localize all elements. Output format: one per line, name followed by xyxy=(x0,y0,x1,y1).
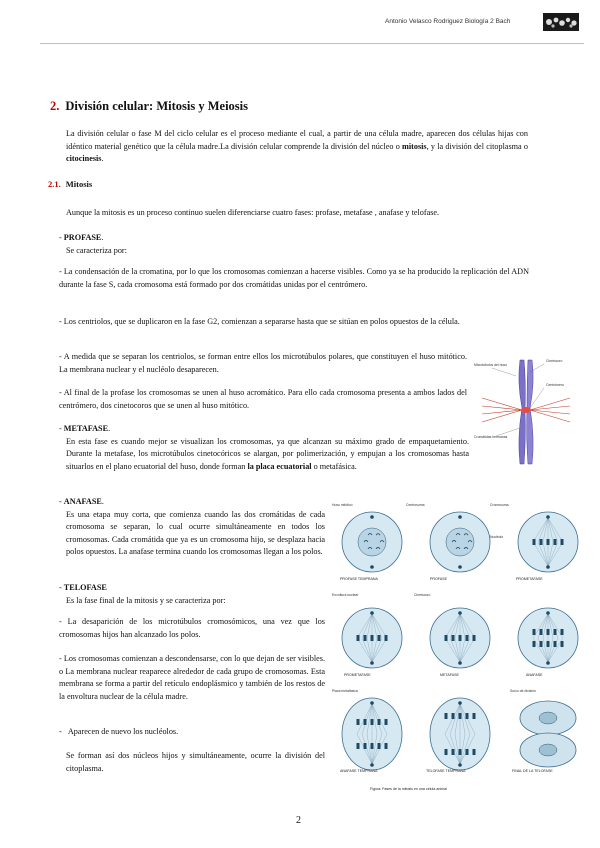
phase-cells xyxy=(342,512,578,770)
profase-b4-text: Al final de la profase los cromosomas se unen al huso acromático. Para ello cada cromosoma presenta a ambos lados del centrómero, dos cinetocoros que se unen al huso mitótico. xyxy=(59,388,468,410)
mitosis-phases-figure xyxy=(330,498,590,794)
telofase-b2-text: Los cromosomas comienzan a descondensarse, con lo que dejan de ser visibles. o La membrana nuclear reaparece alrededor de cada grupo de cromosomas. Esta membrana se forma a partir del retículo endoplásmico y también de los restos de la envoltura nuclear de la célula madre. xyxy=(59,654,325,701)
profase-bullet-4: - Al final de la profase los cromosomas se unen al huso acromático. Para ello cada cromosoma presenta a ambos lados del centrómero, dos cinetocoros que se unen al huso mitótico. xyxy=(59,388,468,410)
chromosome-label-2: Cinetocoro xyxy=(546,359,563,363)
profase-bullet-2: - Los centriolos, que se duplicaron en la fase G2, comienzan a separarse hasta que se sitúan en polos opuestos de la célula. xyxy=(59,317,460,326)
profase-heading-block: - PROFASE. Se caracteriza por: xyxy=(59,233,127,255)
intro-paragraph xyxy=(66,128,528,166)
intro-text-2: , y la división del citoplasma o xyxy=(426,141,528,151)
phase-cell-1 xyxy=(342,512,402,572)
phase-caption-8: TELOFASE TEMPRANA xyxy=(426,769,466,773)
anafase-block: - ANAFASE. Es una etapa muy corta, que comienza cuando las dos cromátidas de cada cromosoma se separan, lo cual ocurre simultáneamente en todos los cromosomas. Cada cromátida que ya es un cromosoma hijo, se desplaza hacia polos opuestos. La anafase termina cuando los cromosomas llegan a los polos. xyxy=(59,496,325,559)
chromosome-label-4: Cromátidas hermanas xyxy=(474,435,508,439)
profase-b1-text: La condensación de la cromatina, por lo que los cromosomas comienzan a hacerse visibles. Como ya se ha producido la replicación del ADN durante la fase S, cada cromosoma está formado por dos cromátidas unidas por el centrómero. xyxy=(59,267,529,289)
telofase-bullet-1: - La desaparición de los microtúbulos cromosómicos, una vez que los cromosomas hijos han alcanzado los polos. xyxy=(59,617,325,639)
metafase-bold: la placa ecuatorial xyxy=(247,461,312,471)
phase-caption-4: PROMETAFASE xyxy=(344,673,371,677)
telofase-bullet-3: - Aparecen de nuevo los nucléolos. xyxy=(59,727,179,736)
telofase-b3-text: Aparecen de nuevo los nucléolos. xyxy=(67,727,179,736)
phase-cell-2 xyxy=(430,512,490,572)
telofase-b1-text: La desaparición de los microtúbulos cromosómicos, una vez que los cromosomas hijos han alcanzado los polos. xyxy=(59,617,325,639)
header-logo-icon xyxy=(543,13,579,31)
section-title: Mitosis xyxy=(65,179,93,189)
phase-caption-9: FINAL DE LA TELOFASE xyxy=(512,769,553,773)
phase-caption-2: PROFASE xyxy=(430,577,447,581)
phase-label-4: Nucléolo xyxy=(490,535,504,539)
phase-label-3: Cromosoma xyxy=(490,503,509,507)
phase-caption-6: ANAFASE xyxy=(526,673,543,677)
telofase-heading: TELOFASE xyxy=(63,583,107,592)
phase-label-2: Centrosoma xyxy=(406,503,425,507)
phase-label-8: Surco de división xyxy=(510,689,536,693)
intro-bold-1: mitosis xyxy=(402,141,427,151)
section-number: 2.1. xyxy=(48,179,61,189)
telofase-heading-block: - TELOFASE Es la fase final de la mitosis y se caracteriza por: xyxy=(59,583,226,605)
intro-text-3: . xyxy=(101,154,104,164)
phase-caption-3: PROMETAFASE xyxy=(516,577,543,581)
chromosome-label-1: Microtúbulos del huso xyxy=(474,363,507,367)
phase-cell-8 xyxy=(430,698,490,770)
intro-text-1: La división celular o fase M del ciclo celular es el proceso mediante el cual, a partir de una célula madre, aparecen dos células hijas con idéntico material genético que la célula madre.La división celular comprende la división del núcleo o xyxy=(66,129,528,151)
metafase-end: o metafásica. xyxy=(311,461,357,471)
profase-b2-text: Los centriolos, que se duplicaron en la fase G2, comienzan a separarse hasta que se sitúan en polos opuestos de la célula. xyxy=(63,317,460,326)
intro-bold-2: citocinesis xyxy=(66,154,102,164)
page-title xyxy=(50,99,248,114)
phase-cell-4 xyxy=(342,608,402,668)
profase-heading: PROFASE xyxy=(63,233,102,242)
phase-caption-5: METAFASE xyxy=(440,673,459,677)
mitosis-intro: Aunque la mitosis es un proceso continuo suelen diferenciarse cuatro fases: profase, metafase , anafase y telofase. xyxy=(66,208,440,217)
phase-cell-6 xyxy=(518,608,578,668)
section-heading xyxy=(48,179,92,189)
telofase-final: Se forman así dos núcleos hijos y simultáneamente, ocurre la división del citoplasma. xyxy=(66,751,325,773)
figure-caption: Figura: Fases de la mitosis en una célula animal xyxy=(370,787,447,791)
chromosome-shape xyxy=(519,360,533,464)
phase-cell-7 xyxy=(342,698,402,770)
anafase-text: Es una etapa muy corta, que comienza cuando las dos cromátidas de cada cromosoma se separan, lo cual ocurre simultáneamente en todos los cromosomas. Cada cromátida que ya es un cromosoma hijo, se desplaza hacia polos opuestos. La anafase termina cuando los cromosomas llegan a los polos. xyxy=(66,509,325,557)
telofase-bullet-2: - Los cromosomas comienzan a descondensarse, con lo que dejan de ser visibles. o La membrana nuclear reaparece alrededor de cada grupo de cromosomas. Esta membrana se forma a partir del retículo endoplásmico y también de los restos de la envoltura nuclear de la célula madre. xyxy=(59,654,325,701)
telofase-sub: Es la fase final de la mitosis y se caracteriza por: xyxy=(66,595,226,605)
page-number: 2 xyxy=(296,815,301,826)
profase-bullet-1: - La condensación de la cromatina, por lo que los cromosomas comienzan a hacerse visibles. Como ya se ha producido la replicación del ADN durante la fase S, cada cromosoma está formado por dos cromátidas unidas por el centrómero. xyxy=(59,267,529,289)
profase-b3-text: A medida que se separan los centriolos, se forman entre ellos los microtúbulos polares, que constituyen el huso mitótico. La membrana nuclear y el nucléolo desaparecen. xyxy=(59,352,467,374)
phase-label-6: Cinetocoro xyxy=(414,593,431,597)
header-divider xyxy=(40,43,584,44)
phase-cell-3 xyxy=(518,512,578,572)
header-author: Antonio Velasco Rodriguez Biología 2 Bach xyxy=(385,18,511,25)
phase-cell-5 xyxy=(430,608,490,668)
phase-cell-9 xyxy=(520,701,576,767)
metafase-block: - METAFASE. En esta fase es cuando mejor se visualizan los cromosomas, ya que alcanzan su máximo grado de empaquetamiento. Durante la metafase, los microtúbulos cinetocóricos se alargan, por polimerización, y empujan a los cromosomas hasta situarlos en el plano ecuatorial del huso, donde forman la placa ecuatorial o metafásica. xyxy=(59,424,469,471)
chromosome-figure xyxy=(472,352,588,472)
profase-sub: Se caracteriza por: xyxy=(66,245,127,255)
phase-label-1: Huso mitótico xyxy=(332,503,353,507)
phase-caption-1: PROFASE TEMPRANA xyxy=(340,577,378,581)
metafase-text: En esta fase es cuando mejor se visualizan los cromosomas, ya que alcanzan su máximo grado de empaquetamiento. Durante la metafase, los microtúbulos cinetocóricos se alargan, por polimerización, y empujan a los cromosomas hasta situarlos en el plano ecuatorial del huso, donde forman xyxy=(66,436,469,471)
title-text: División celular: Mitosis y Meiosis xyxy=(65,99,248,113)
anafase-heading: ANAFASE xyxy=(63,497,102,506)
metafase-heading: METAFASE xyxy=(63,424,109,433)
phase-caption-7: ANAFASE TEMPRANA xyxy=(340,769,378,773)
phase-label-7: Placa metafásica xyxy=(332,689,358,693)
title-number: 2. xyxy=(50,99,60,113)
phase-label-5: Envoltura nuclear xyxy=(332,593,359,597)
profase-bullet-3: - A medida que se separan los centriolos, se forman entre ellos los microtúbulos polares, que constituyen el huso mitótico. La membrana nuclear y el nucléolo desaparecen. xyxy=(59,352,467,374)
chromosome-label-3: Centrómero xyxy=(546,383,564,387)
